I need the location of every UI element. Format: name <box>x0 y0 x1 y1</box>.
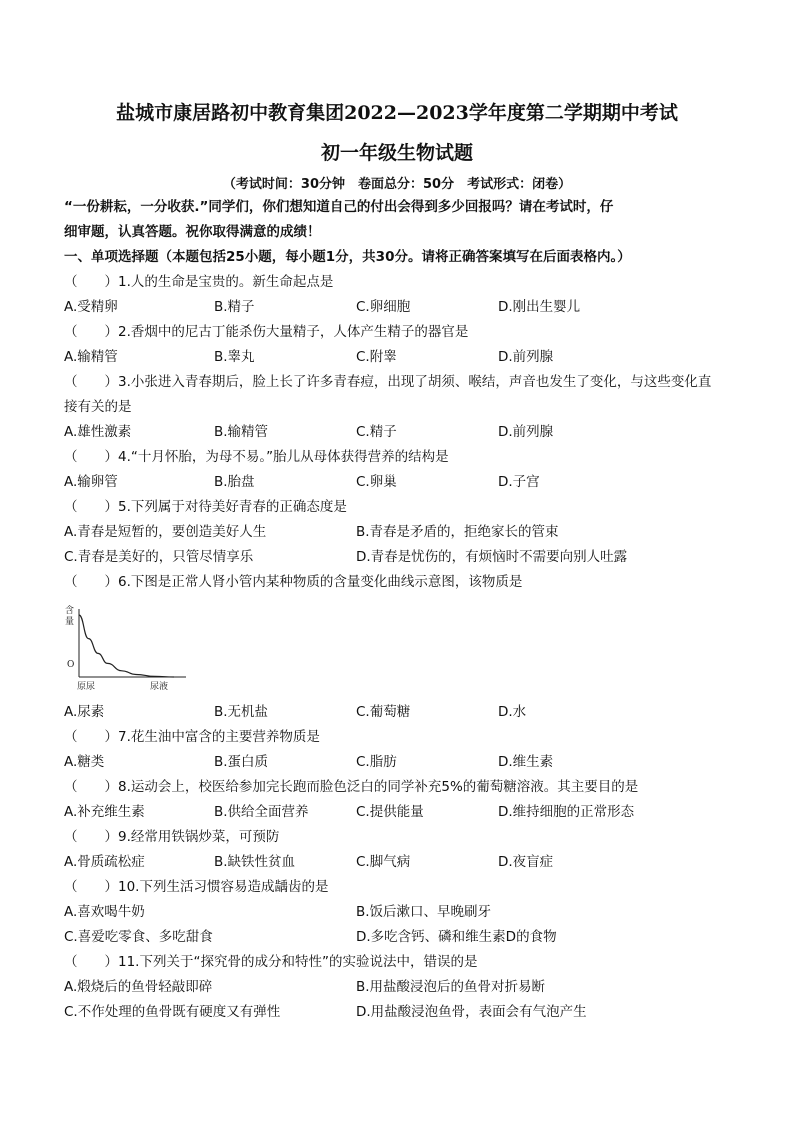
option-a: A.输卵管 <box>64 474 118 490</box>
option-d: D.维持细胞的正常形态 <box>498 804 635 820</box>
option-c: C.脂肪 <box>356 754 397 770</box>
option-b: B.青春是矛盾的，拒绝家长的管束 <box>356 524 559 540</box>
option-b: B.蛋白质 <box>214 754 269 770</box>
intro-line1: “一份耕耘，一分收获.”同学们，你们想知道自己的付出会得到多少回报吗？请在考试时，仔 <box>64 199 614 215</box>
option-a: A.受精卵 <box>64 299 118 315</box>
question-stem: （ ）4.“十月怀胎，为母不易。”胎儿从母体获得营养的结构是 <box>64 449 449 465</box>
option-d: D.维生素 <box>498 754 554 770</box>
question-stem: （ ）7.花生油中富含的主要营养物质是 <box>64 729 320 745</box>
option-a: A.青春是短暂的，要创造美好人生 <box>64 524 267 540</box>
option-b: B.饭后漱口、早晚刷牙 <box>356 904 492 920</box>
question-stem: （ ）9.经常用铁锅炒菜，可预防 <box>64 829 280 845</box>
question-stem-continued: 接有关的是 <box>64 399 132 415</box>
option-a: A.雄性激素 <box>64 424 132 440</box>
option-a: A.尿素 <box>64 704 105 720</box>
intro-line2: 细审题，认真答题。祝你取得满意的成绩！ <box>64 224 321 240</box>
option-d: D.用盐酸浸泡鱼骨，表面会有气泡产生 <box>356 1004 587 1020</box>
option-b: B.精子 <box>214 299 255 315</box>
option-a: A.喜欢喝牛奶 <box>64 904 145 920</box>
option-d: D.多吃含钙、磷和维生素D的食物 <box>356 929 557 945</box>
question-stem: （ ）11.下列关于“探究骨的成分和特性”的实验说法中，错误的是 <box>64 954 478 970</box>
question-stem: （ ）1.人的生命是宝贵的。新生命起点是 <box>64 274 334 290</box>
option-c: C.青春是美好的，只管尽情享乐 <box>64 549 254 565</box>
option-b: B.无机盐 <box>214 704 269 720</box>
y-axis-label-char1: 含 <box>65 606 75 616</box>
option-a: A.补充维生素 <box>64 804 145 820</box>
option-c: C.精子 <box>356 424 397 440</box>
option-c: C.卵细胞 <box>356 299 411 315</box>
exam-title-line2: 初一年级生物试题 <box>320 142 473 164</box>
option-c: C.卵巢 <box>356 474 397 490</box>
content-curve-line <box>79 615 174 677</box>
exam-title-line1: 盐城市康居路初中教育集团2022—2023学年度第二学期期中考试 <box>116 102 678 124</box>
y-axis-label-char2: 量 <box>65 617 75 627</box>
question-stem: （ ）2.香烟中的尼古丁能杀伤大量精子，人体产生精子的器官是 <box>64 324 469 340</box>
question-stem: （ ）10.下列生活习惯容易造成龋齿的是 <box>64 879 329 895</box>
option-d: D.夜盲症 <box>498 854 554 870</box>
option-d: D.青春是忧伤的，有烦恼时不需要向别人吐露 <box>356 549 628 565</box>
exam-info: （考试时间：30分钟 卷面总分：50分 考试形式：闭卷） <box>222 177 572 192</box>
question-stem: （ ）8.运动会上，校医给参加完长跑而脸色泛白的同学补充5%的葡萄糖溶液。其主要目的是 <box>64 779 639 795</box>
option-d: D.刚出生婴儿 <box>498 299 581 315</box>
option-d: D.水 <box>498 704 527 720</box>
option-d: D.前列腺 <box>498 424 554 440</box>
option-c: C.附睾 <box>356 349 397 365</box>
x-start-label: 原尿 <box>77 682 96 692</box>
question-stem: （ ）3.小张进入青春期后，脸上长了许多青春痘，出现了胡须、喉结，声音也发生了变化，与这些变化直 <box>64 374 712 390</box>
option-b: B.胎盘 <box>214 474 255 490</box>
option-a: A.煅烧后的鱼骨轻敲即碎 <box>64 979 213 995</box>
option-b: B.用盐酸浸泡后的鱼骨对折易断 <box>356 979 546 995</box>
option-c: C.喜爱吃零食、多吃甜食 <box>64 929 213 945</box>
option-c: C.提供能量 <box>356 804 424 820</box>
option-a: A.骨质疏松症 <box>64 854 145 870</box>
option-d: D.前列腺 <box>498 349 554 365</box>
option-c: C.葡萄糖 <box>356 704 411 720</box>
question-stem: （ ）6.下图是正常人肾小管内某种物质的含量变化曲线示意图，该物质是 <box>64 574 523 590</box>
question-stem: （ ）5.下列属于对待美好青春的正确态度是 <box>64 499 347 515</box>
option-c: C.脚气病 <box>356 854 411 870</box>
option-d: D.子宫 <box>498 474 540 490</box>
content-curve-chart <box>62 601 190 693</box>
option-b: B.睾丸 <box>214 349 255 365</box>
option-c: C.不作处理的鱼骨既有硬度又有弹性 <box>64 1004 281 1020</box>
option-b: B.供给全面营养 <box>214 804 309 820</box>
origin-label: O <box>67 660 75 670</box>
option-a: A.输精管 <box>64 349 118 365</box>
option-a: A.糖类 <box>64 754 105 770</box>
x-end-label: 尿液 <box>150 682 169 692</box>
option-b: B.缺铁性贫血 <box>214 854 296 870</box>
option-b: B.输精管 <box>214 424 269 440</box>
section-heading: 一、单项选择题（本题包括25小题，每小题1分，共30分。请将正确答案填写在后面表格内。） <box>64 249 631 265</box>
